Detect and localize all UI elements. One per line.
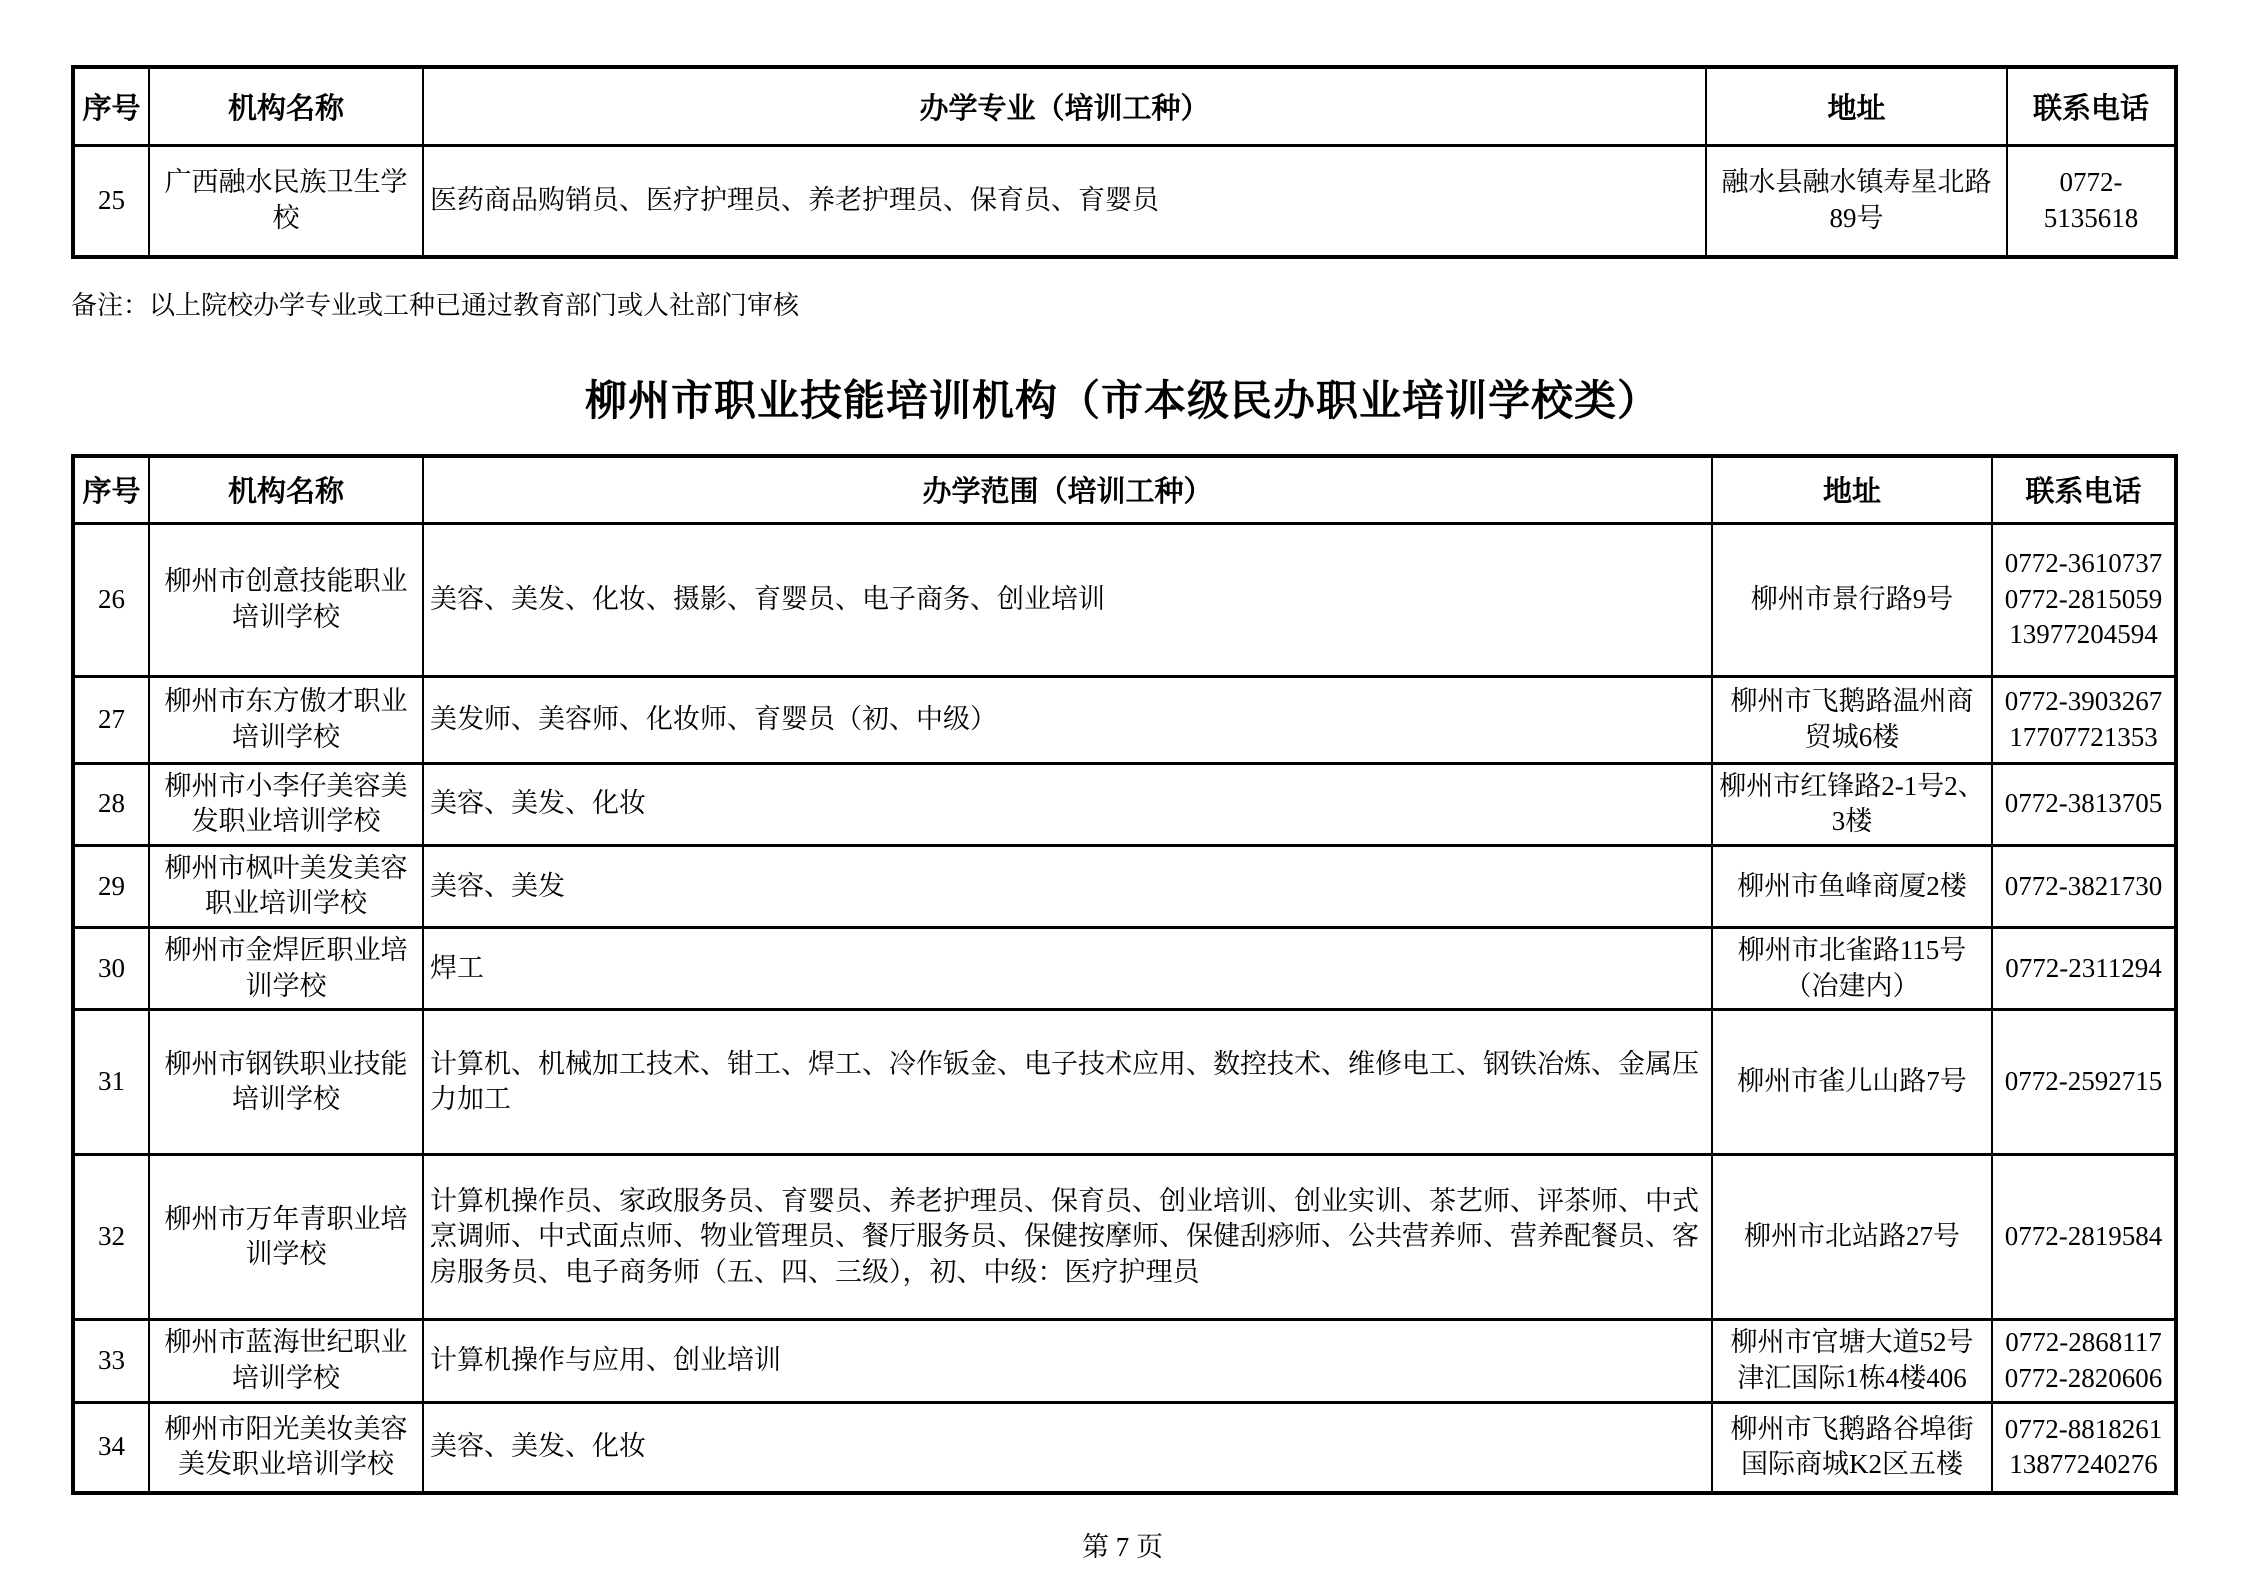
training-scope: 美容、美发、化妆、摄影、育婴员、电子商务、创业培训	[423, 523, 1712, 676]
row-number: 33	[73, 1320, 149, 1402]
phone-line: 0772-5135618	[2043, 167, 2139, 233]
phone-line: 13977204594	[2009, 619, 2158, 650]
col-header-name: 机构名称	[149, 456, 423, 523]
phone-line: 0772-2815059	[2004, 583, 2163, 614]
col-header-phone: 联系电话	[2007, 67, 2176, 145]
institution-name: 柳州市阳光美妆美容美发职业培训学校	[149, 1402, 423, 1493]
table-row	[73, 763, 2176, 845]
institution-name: 柳州市蓝海世纪职业培训学校	[149, 1320, 423, 1402]
table-row	[73, 1402, 2176, 1493]
phone	[1992, 1010, 2176, 1155]
footer-page-number: 第 7 页	[1082, 1532, 1163, 1562]
page-content	[71, 65, 2174, 1564]
table-row	[73, 1320, 2176, 1402]
table-header-row	[73, 67, 2176, 145]
remark-note: 备注：以上院校办学专业或工种已通过教育部门或人社部门审核	[71, 291, 800, 320]
private-schools-table	[71, 454, 2178, 1495]
col-header-address: 地址	[1712, 456, 1992, 523]
section-title: 柳州市职业技能培训机构（市本级民办职业培训学校类）	[584, 377, 1660, 424]
address: 柳州市雀儿山路7号	[1712, 1010, 1992, 1155]
approved-schools-table	[71, 65, 2178, 259]
institution-name: 柳州市万年青职业培训学校	[149, 1155, 423, 1320]
address: 柳州市北站路27号	[1712, 1155, 1992, 1320]
training-scope: 美容、美发	[423, 845, 1712, 927]
address: 柳州市官塘大道52号津汇国际1栋4楼406	[1712, 1320, 1992, 1402]
table-row	[73, 523, 2176, 676]
row-number: 25	[73, 145, 149, 257]
phone-line: 0772-3903267	[2004, 685, 2163, 716]
institution-name: 柳州市金焊匠职业培训学校	[149, 928, 423, 1010]
phone-line: 0772-2592715	[2004, 1066, 2163, 1097]
col-header-name: 机构名称	[149, 67, 423, 145]
training-scope: 计算机、机械加工技术、钳工、焊工、冷作钣金、电子技术应用、数控技术、维修电工、钢铁冶炼、金属压力加工	[423, 1010, 1712, 1155]
phone	[1992, 763, 2176, 845]
phone	[1992, 523, 2176, 676]
institution-name: 柳州市钢铁职业技能培训学校	[149, 1010, 423, 1155]
institution-name: 柳州市枫叶美发美容职业培训学校	[149, 845, 423, 927]
phone-line: 0772-8818261	[2004, 1413, 2163, 1444]
row-number: 29	[73, 845, 149, 927]
phone	[1992, 928, 2176, 1010]
institution-name: 柳州市小李仔美容美发职业培训学校	[149, 763, 423, 845]
table-header-row	[73, 456, 2176, 523]
training-scope: 医药商品购销员、医疗护理员、养老护理员、保育员、育婴员	[423, 145, 1706, 257]
phone-line: 17707721353	[2009, 721, 2158, 752]
row-number: 26	[73, 523, 149, 676]
phone	[1992, 1320, 2176, 1402]
phone-line: 0772-2819584	[2004, 1221, 2163, 1252]
address: 柳州市飞鹅路温州商贸城6楼	[1712, 676, 1992, 763]
phone	[2007, 145, 2176, 257]
address: 柳州市飞鹅路谷埠街国际商城K2区五楼	[1712, 1402, 1992, 1493]
row-number: 34	[73, 1402, 149, 1493]
institution-name: 柳州市东方傲才职业培训学校	[149, 676, 423, 763]
phone	[1992, 676, 2176, 763]
phone	[1992, 845, 2176, 927]
col-header-no: 序号	[73, 456, 149, 523]
col-header-phone: 联系电话	[1992, 456, 2176, 523]
training-scope: 美容、美发、化妆	[423, 763, 1712, 845]
phone-line: 0772-3813705	[2004, 788, 2163, 819]
row-number: 30	[73, 928, 149, 1010]
phone-line: 0772-3821730	[2004, 870, 2163, 901]
phone	[1992, 1155, 2176, 1320]
training-scope: 美发师、美容师、化妆师、育婴员（初、中级）	[423, 676, 1712, 763]
institution-name: 广西融水民族卫生学校	[149, 145, 423, 257]
phone	[1992, 1402, 2176, 1493]
training-scope: 焊工	[423, 928, 1712, 1010]
training-scope: 计算机操作员、家政服务员、育婴员、养老护理员、保育员、创业培训、创业实训、茶艺师、评茶师、中式烹调师、中式面点师、物业管理员、餐厅服务员、保健按摩师、保健刮痧师、公共营养师、营养配餐员、客房服务员、电子商务师（五、四、三级），初、中级：医疗护理员	[423, 1155, 1712, 1320]
address: 柳州市北雀路115号（冶建内）	[1712, 928, 1992, 1010]
col-header-scope: 办学专业（培训工种）	[423, 67, 1706, 145]
col-header-scope: 办学范围（培训工种）	[423, 456, 1712, 523]
phone-line: 13877240276	[2009, 1449, 2158, 1480]
phone-line: 0772-2820606	[2004, 1362, 2163, 1393]
table-row	[73, 845, 2176, 927]
col-header-address: 地址	[1706, 67, 2007, 145]
phone-line: 0772-2311294	[2005, 952, 2162, 983]
institution-name: 柳州市创意技能职业培训学校	[149, 523, 423, 676]
address: 柳州市鱼峰商厦2楼	[1712, 845, 1992, 927]
address: 融水县融水镇寿星北路89号	[1706, 145, 2007, 257]
table-row	[73, 1155, 2176, 1320]
row-number: 28	[73, 763, 149, 845]
table-row	[73, 928, 2176, 1010]
phone-line: 0772-3610737	[2004, 548, 2163, 579]
col-header-no: 序号	[73, 67, 149, 145]
row-number: 31	[73, 1010, 149, 1155]
training-scope: 美容、美发、化妆	[423, 1402, 1712, 1493]
address: 柳州市景行路9号	[1712, 523, 1992, 676]
table-row	[73, 1010, 2176, 1155]
row-number: 27	[73, 676, 149, 763]
table-row	[73, 676, 2176, 763]
phone-line: 0772-2868117	[2005, 1327, 2162, 1358]
row-number: 32	[73, 1155, 149, 1320]
table-row	[73, 145, 2176, 257]
address: 柳州市红锋路2-1号2、3楼	[1712, 763, 1992, 845]
training-scope: 计算机操作与应用、创业培训	[423, 1320, 1712, 1402]
